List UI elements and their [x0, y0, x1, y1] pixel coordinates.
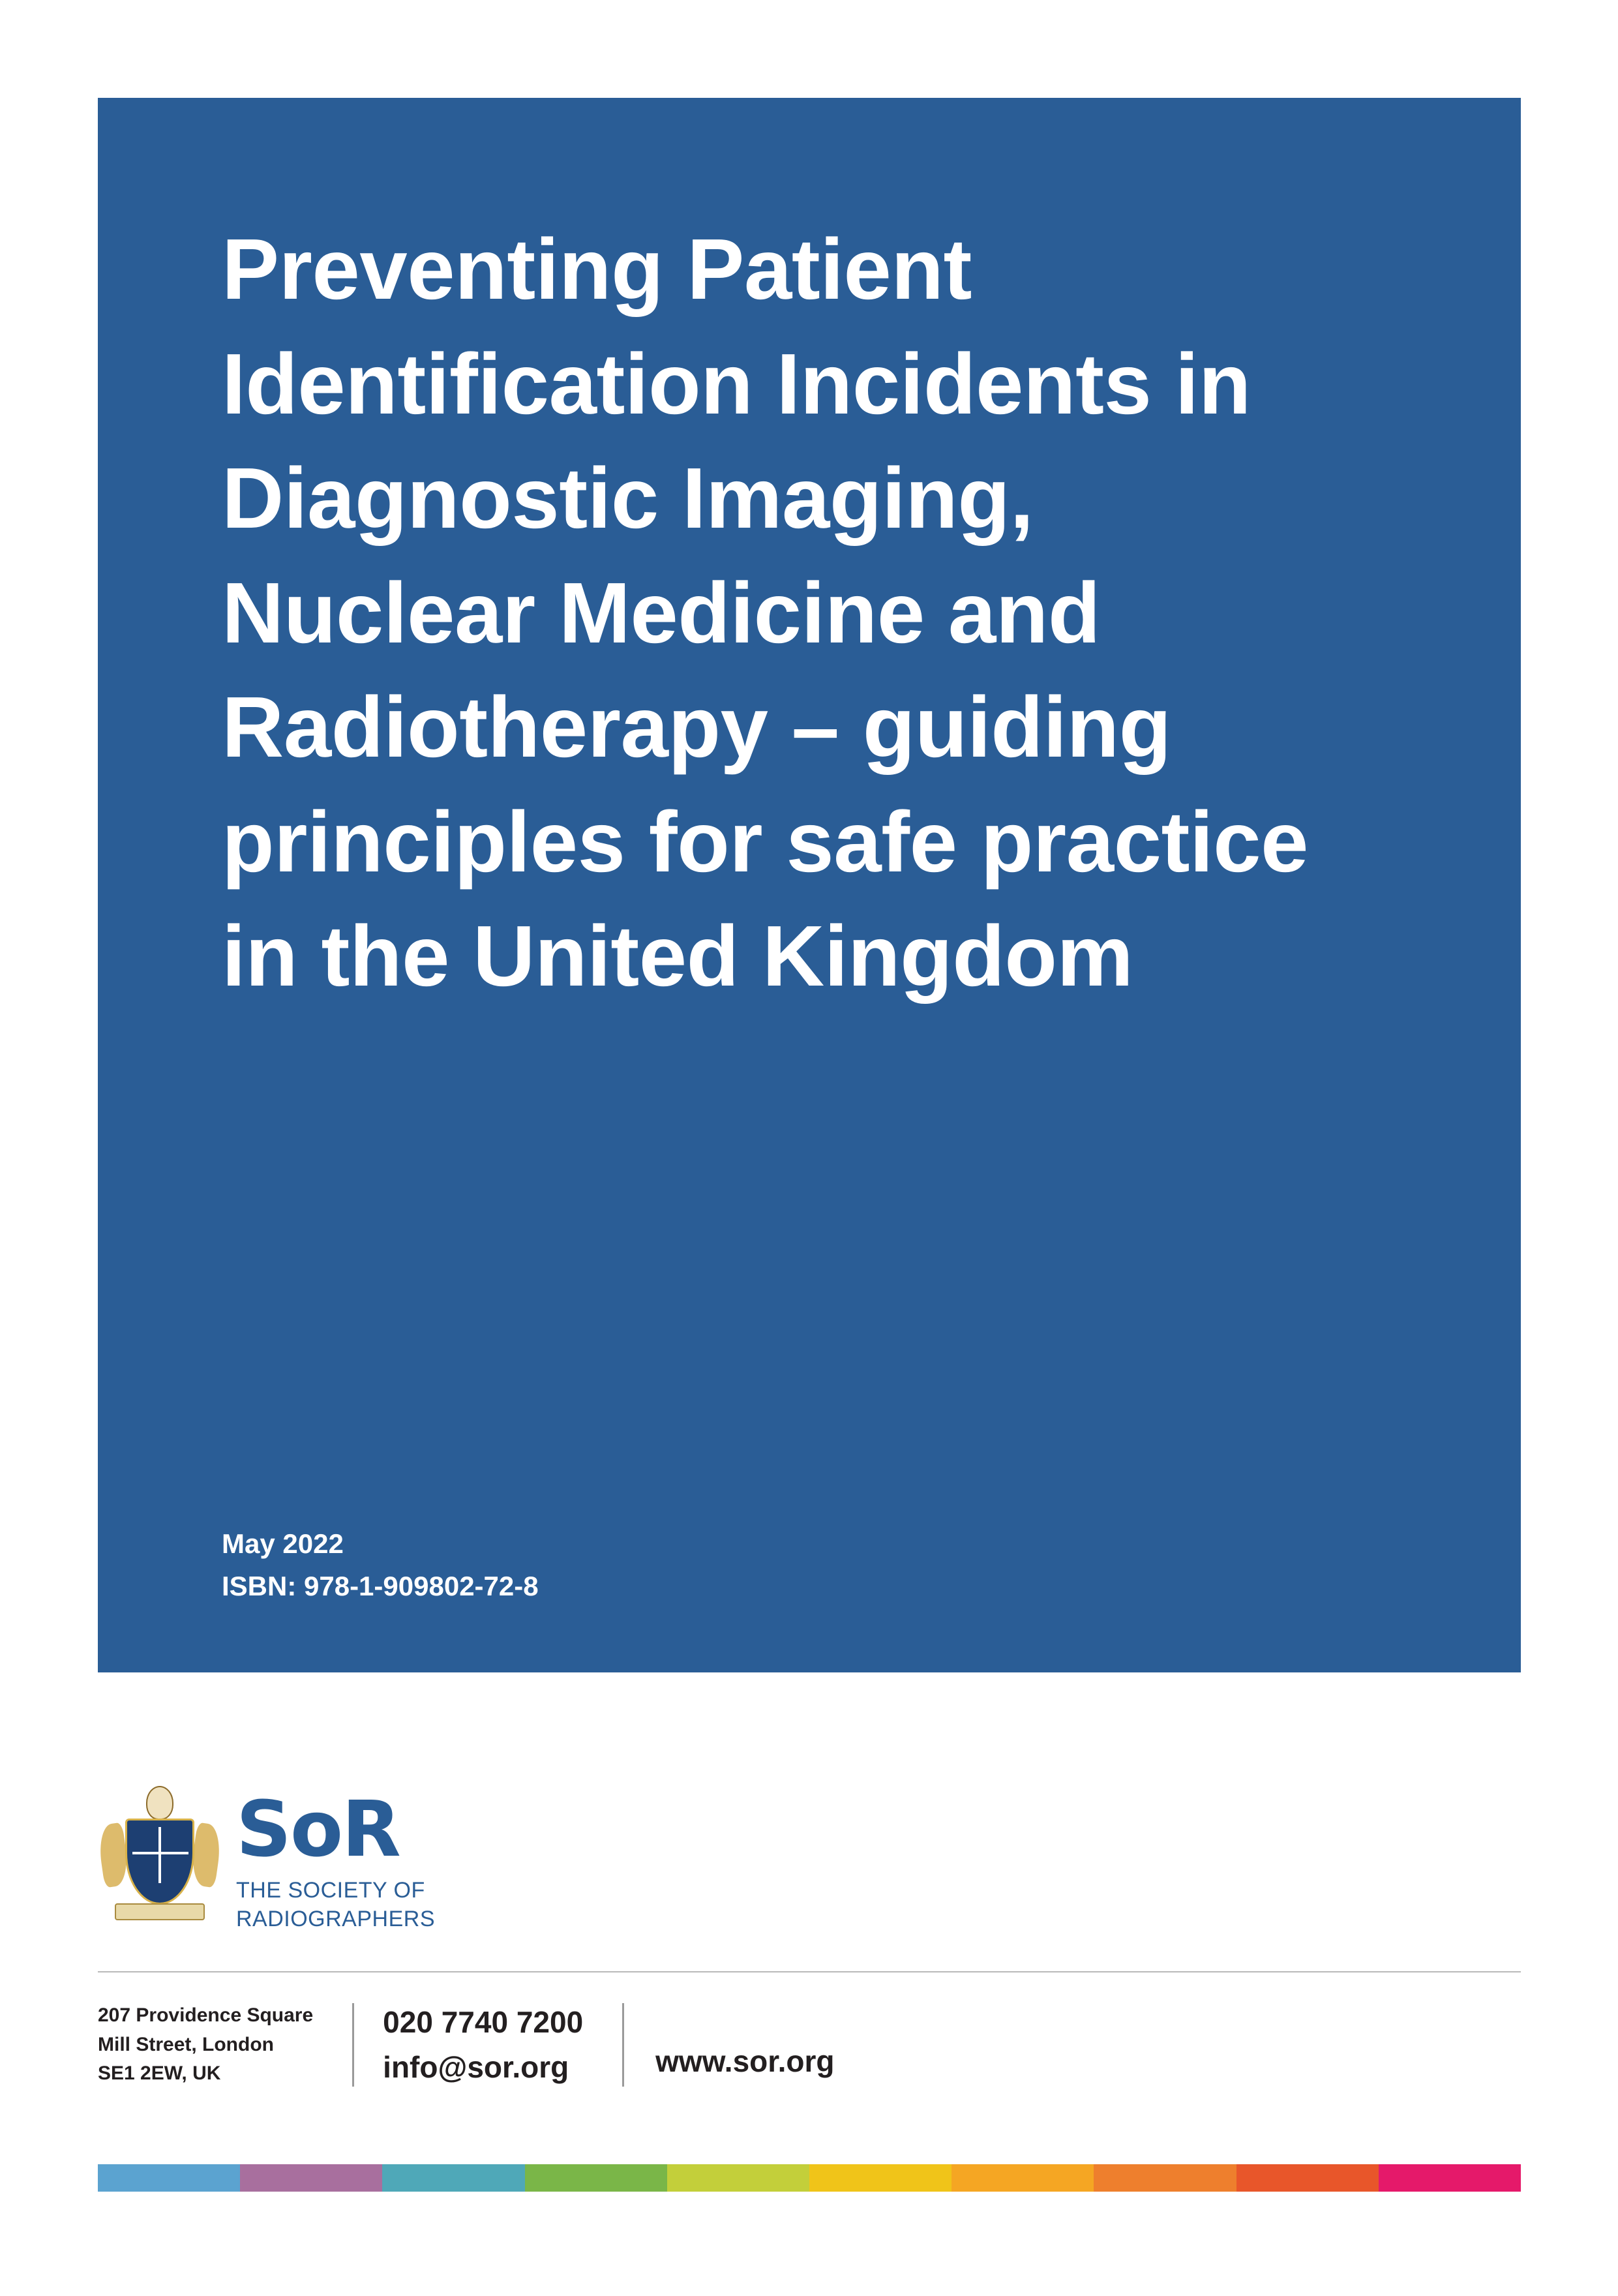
colour-bar-segment-9 [1236, 2164, 1379, 2192]
logo-subtitle-line2: RADIOGRAPHERS [236, 1907, 435, 1931]
title-block [98, 98, 1521, 1672]
colour-bar-segment-7 [951, 2164, 1094, 2192]
address-line-3: SE1 2EW, UK [98, 2062, 221, 2085]
logo-subtitle-line1: THE SOCIETY OF [236, 1878, 425, 1903]
crest-icon [98, 1781, 222, 1944]
colour-bar-segment-1 [98, 2164, 240, 2192]
address-block [98, 2002, 352, 2088]
colour-bar-segment-2 [240, 2164, 382, 2192]
website-url[interactable]: www.sor.org [655, 2044, 835, 2078]
page-title: Preventing Patient Identification Incidents in Diagnostic Imaging, Nuclear Medicine and Radiotherapy – guiding principles for safe practice in the United Kingdom [222, 221, 1308, 1004]
phone-email-block [354, 2002, 622, 2088]
logo-wordmark: SoR [236, 1784, 400, 1875]
colour-bar-segment-4 [525, 2164, 667, 2192]
email-address[interactable]: info@sor.org [383, 2050, 569, 2084]
colour-bar [98, 2164, 1521, 2192]
address-line-1: 207 Providence Square [98, 2004, 314, 2027]
crest-motto-scroll-icon [115, 1903, 205, 1920]
publication-meta [222, 1522, 539, 1607]
contact-divider-rule [98, 1971, 1521, 1972]
organisation-logo [98, 1774, 1206, 1950]
contact-strip [98, 1996, 1521, 2094]
logo-text [236, 1784, 435, 1933]
colour-bar-segment-3 [382, 2164, 524, 2192]
colour-bar-segment-8 [1094, 2164, 1236, 2192]
address-line-2: Mill Street, London [98, 2033, 274, 2055]
colour-bar-segment-6 [809, 2164, 951, 2192]
logo-subtitle [236, 1877, 435, 1933]
crest-shield-icon [125, 1819, 194, 1905]
crest-owl-icon [146, 1786, 173, 1820]
publication-date: May 2022 [222, 1528, 344, 1559]
isbn: ISBN: 978-1-909802-72-8 [222, 1570, 539, 1601]
phone-number[interactable]: 020 7740 7200 [383, 2005, 584, 2039]
colour-bar-segment-10 [1379, 2164, 1521, 2192]
colour-bar-segment-5 [667, 2164, 809, 2192]
